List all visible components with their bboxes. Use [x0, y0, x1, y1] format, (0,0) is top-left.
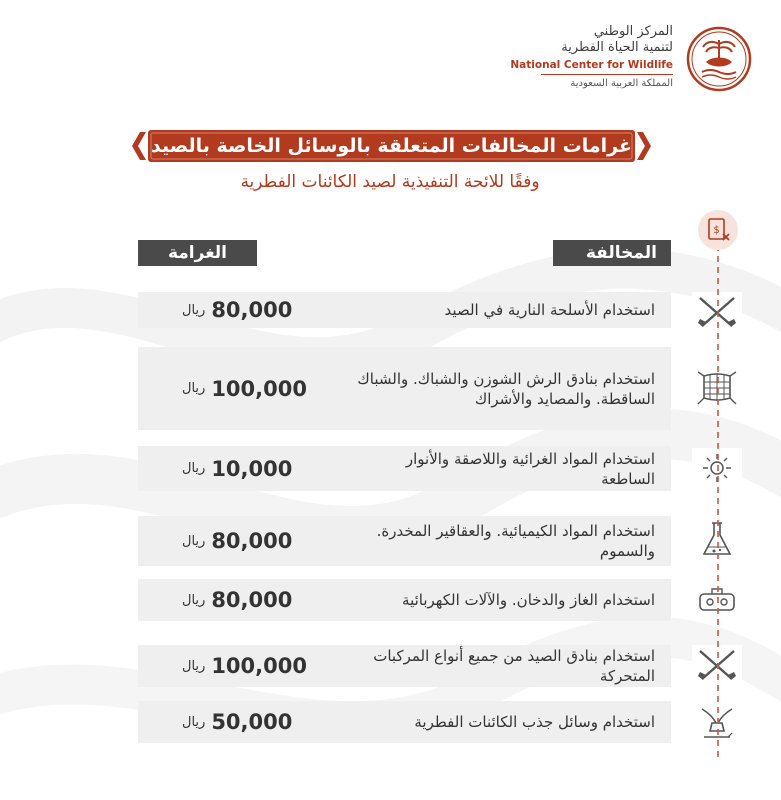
currency-label: ريال — [182, 533, 206, 549]
violation-text: استخدام المواد الغرائية واللاصقة والأنوار الساطعة — [405, 449, 655, 488]
fine-amount — [182, 446, 292, 491]
violation-text: استخدام بنادق الصيد من جميع أنواع المركبات المتحركة — [373, 647, 655, 685]
amount-value: 100,000 — [211, 654, 307, 678]
logo-divider — [541, 74, 673, 75]
org-logo-text — [433, 24, 673, 89]
violation-text: استخدام الأسلحة النارية في الصيد — [444, 301, 655, 319]
org-name-ar-line2: لتنمية الحياة الفطرية — [561, 40, 673, 55]
fine-amount — [182, 701, 292, 743]
timeline-line — [698, 205, 738, 765]
org-name-en: National Center for Wildlife — [510, 59, 673, 71]
currency-label: ريال — [182, 381, 206, 396]
amount-value: 80,000 — [211, 298, 293, 322]
amount-value: 80,000 — [211, 588, 293, 612]
table-row — [138, 579, 671, 621]
org-name-ar-line1: المركز الوطني — [593, 24, 673, 39]
svg-text:$: $ — [713, 225, 720, 236]
table-row — [138, 516, 671, 566]
currency-label: ريال — [182, 461, 206, 476]
fine-amount — [182, 292, 292, 328]
table-row — [138, 347, 671, 430]
currency-label: ريال — [182, 302, 206, 318]
fine-amount — [182, 347, 307, 430]
violation-text: استخدام الغاز والدخان. والآلات الكهربائية — [402, 591, 655, 609]
violation-text: استخدام وسائل جذب الكائنات الفطرية — [414, 713, 655, 731]
amount-value: 100,000 — [211, 376, 307, 401]
currency-label: ريال — [182, 714, 206, 730]
column-header-violation: المخالفة — [553, 240, 671, 266]
violation-text: استخدام المواد الكيميائية. والعقاقير المخدرة. والسموم — [376, 522, 655, 560]
page-subtitle: وفقًا للائحة التنفيذية لصيد الكائنات الفطرية — [240, 172, 540, 192]
fine-amount — [182, 516, 292, 566]
amount-value: 50,000 — [211, 710, 293, 734]
table-row — [138, 292, 671, 328]
table-row — [138, 645, 671, 687]
column-header-fine: الغرامة — [138, 240, 257, 266]
ncw-emblem-icon — [686, 26, 752, 92]
fine-amount — [182, 645, 307, 687]
currency-label: ريال — [182, 592, 206, 608]
fine-document-icon — [696, 208, 740, 252]
currency-label: ريال — [182, 658, 206, 674]
fine-amount — [182, 579, 292, 621]
page-title: غرامات المخالفات المتعلقة بالوسائل الخاصة بالصيد — [151, 135, 632, 157]
violation-text: استخدام بنادق الرش الشوزن والشباك. والشباك الساقطة. والمصايد والأشراك — [357, 369, 655, 408]
amount-value: 10,000 — [211, 456, 293, 481]
country-name-ar: المملكة العربية السعودية — [570, 78, 673, 89]
amount-value: 80,000 — [211, 529, 293, 553]
table-row — [138, 701, 671, 743]
table-row — [138, 446, 671, 491]
